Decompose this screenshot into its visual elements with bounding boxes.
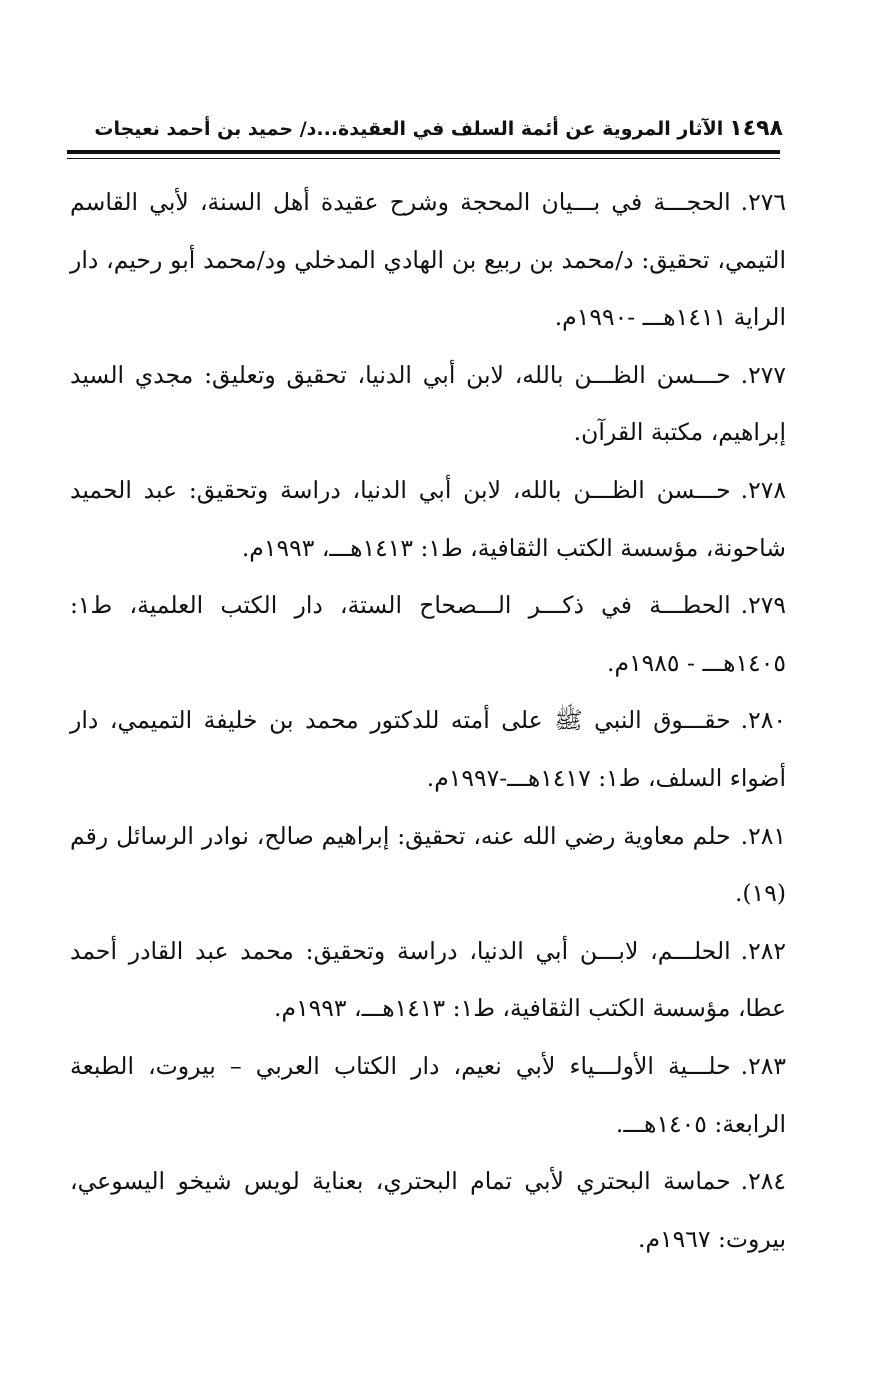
reference-text: الحجـــة في بـــيان المحجة وشرح عقيدة أهل السنة، لأبي القاسم التيمي، تحقيق: د/محمد بن ربيع بن الهادي المدخلي ود/محمد أبو رحيم، دار الراية ١٤١١هـــ -١٩٩٠م. [70, 188, 786, 332]
reference-item [70, 808, 786, 923]
reference-item [70, 174, 786, 347]
reference-item [70, 577, 786, 692]
reference-number: ٢٧٧. [740, 360, 786, 389]
reference-number: ٢٧٨. [740, 475, 786, 504]
reference-text: حـــسن الظـــن بالله، لابن أبي الدنيا، دراسة وتحقيق: عبد الحميد شاحونة، مؤسسة الكتب الثقافية، ط١: ١٤١٣هـــ، ١٩٩٣م. [70, 475, 786, 562]
reference-text: الحلـــم، لابـــن أبي الدنيا، دراسة وتحقيق: محمد عبد القادر أحمد عطا، مؤسسة الكتب الثقافية، ط١: ١٤١٣هـــ، ١٩٩٣م. [70, 936, 786, 1023]
reference-text: الحطـــة في ذكـــر الـــصحاح الستة، دار الكتب العلمية، ط١: ١٤٠٥هـــ - ١٩٨٥م. [70, 591, 786, 677]
reference-item [70, 347, 786, 462]
reference-number: ٢٨٠. [740, 706, 786, 735]
page-number: ١٤٩٨ [729, 116, 783, 141]
reference-item [70, 1153, 786, 1268]
reference-number: ٢٨٣. [740, 1051, 786, 1080]
reference-text: حلـــية الأولـــياء لأبي نعيم، دار الكتاب العربي – بيروت، الطبعة الرابعة: ١٤٠٥هـــ. [70, 1051, 786, 1138]
reference-number: ٢٧٩. [740, 591, 786, 620]
header-rule [67, 150, 780, 154]
reference-text: حقـــوق النبي ﷺ على أمته للدكتور محمد بن خليفة التميمي، دار أضواء السلف، ط١: ١٤١٧هـــ-١٩٩٧م. [70, 706, 786, 792]
reference-text: حماسة البحتري لأبي تمام البحتري، بعناية لويس شيخو اليسوعي، بيروت: ١٩٦٧م. [70, 1167, 786, 1253]
reference-number: ٢٨١. [740, 821, 786, 850]
running-header [60, 112, 783, 146]
reference-item [70, 692, 786, 807]
reference-number: ٢٨٤. [740, 1167, 786, 1196]
reference-text: حلم معاوية رضي الله عنه، تحقيق: إبراهيم صالح، نوادر الرسائل رقم (١٩). [70, 821, 786, 908]
reference-item [70, 462, 786, 577]
reference-number: ٢٧٦. [740, 188, 786, 216]
reference-text: حـــسن الظـــن بالله، لابن أبي الدنيا، تحقيق وتعليق: مجدي السيد إبراهيم، مكتبة القرآن. [70, 360, 786, 447]
reference-number: ٢٨٢. [740, 936, 786, 965]
reference-item [70, 923, 786, 1038]
reference-list [70, 174, 786, 1268]
reference-item [70, 1038, 786, 1153]
header-rule-thin [67, 158, 780, 159]
header-title: الآثار المروية عن أئمة السلف في العقيدة...د/ حميد بن أحمد نعيجات [94, 118, 724, 140]
